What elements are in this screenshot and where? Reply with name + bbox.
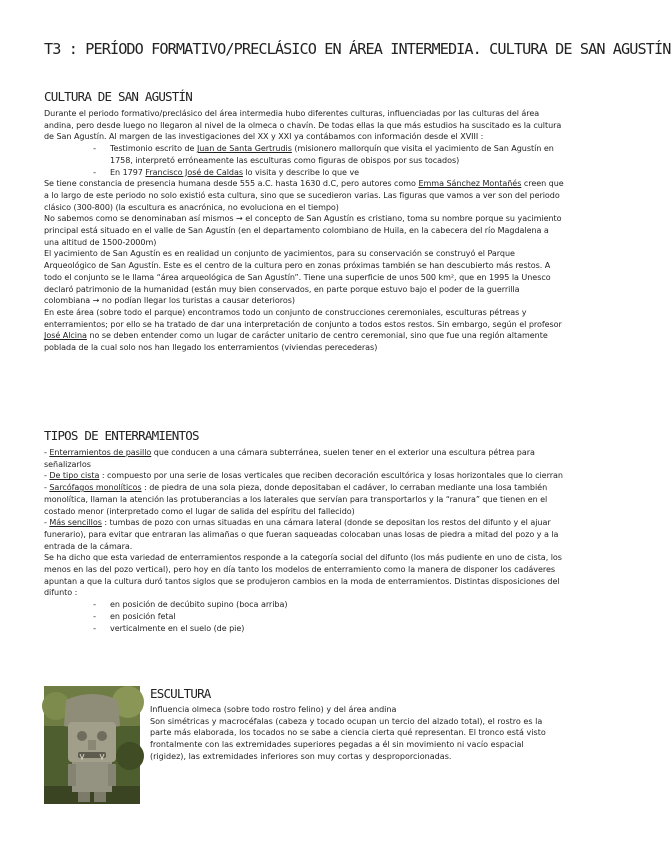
bullet-dash: - [93, 600, 96, 610]
section-heading-enterramientos: TIPOS DE ENTERRAMIENTOS [44, 428, 199, 443]
bullet-dash: - [93, 167, 96, 177]
item-rest: : tumbas de pozo con urnas situadas en una cámara lateral (donde se depositan los restos del difunto y el ajuar funerario), para evitar que entraran las alimañas o que fueran saqueadas colocaban unas losas de piedra a mitad del pozo y a la entrada de la cámara. [44, 518, 559, 551]
paragraph-name: No sabemos como se denominaban así mismos → el concepto de San Agustín es cristiano, toma su nombre porque su yacimiento principal está situado en el valle de San Agustín (en el departamento colombiano de Huila, en la cabecera del río Magdalena a una altitud de 1500-2000m) [44, 214, 562, 247]
item-rest: : de piedra de una sola pieza, donde depositaban el cadáver, lo cerraban mediante una losa también monolítica, llaman la atención las protuberancias a los laterales que servían para transportarlos y la “ranura” que tienen en el costado menor (interpretado como el lugar de salida del espíritu del fallecido) [44, 483, 548, 516]
term-pasillo: Enterramientos de pasillo [49, 448, 152, 457]
text-span: creen que a lo largo de este periodo no solo existió esta cultura, sino que se sucedieron varias. Las figuras que vamos a ver son del periodo clásico (300-800) (la escultura es anacrónica, no evoluciona en el tiempo) [44, 179, 564, 212]
list-item [44, 470, 564, 482]
list-item [44, 447, 564, 470]
person-link-caldas: Francisco José de Caldas [145, 167, 243, 177]
item-rest: : compuesto por una serie de losas verticales que reciben decoración escultórica y losas horizontales que lo cierran [99, 471, 563, 481]
bullet-text [110, 143, 564, 166]
term-sarcofagos: Sarcófagos monolíticos [49, 483, 142, 493]
item-lead: - [44, 518, 50, 528]
text-span: Se tiene constancia de presencia humana desde 555 a.C. hasta 1630 d.C, pero autores como [44, 179, 419, 189]
statue-photo [44, 686, 140, 804]
item-lead: - [44, 448, 50, 457]
list-item [44, 143, 564, 166]
list-item [44, 599, 564, 611]
section-cultura-body [44, 108, 564, 354]
term-sencillos: Más sencillos [49, 518, 102, 528]
bullet-text: en posición fetal [110, 611, 176, 621]
text-span: no se deben entender como un lugar de carácter unitario de centro ceremonial, sino que fue una región altamente poblada de la cual solo nos han llegado los enterramientos (viviendas perecederas) [44, 331, 548, 353]
section-heading-cultura: CULTURA DE SAN AGUSTÍN [44, 89, 192, 104]
section-heading-escultura: ESCULTURA [150, 686, 211, 701]
bullet-pre: En 1797 [110, 167, 146, 177]
paragraph-site: El yacimiento de San Agustín es en realidad un conjunto de yacimientos, para su conservación se construyó el Parque Arqueológico de San Agustín. Este es el centro de la cultura pero en zonas próximas también se han descubierto más restos. A todo el conjunto se le llama “área arqueológica de San Agustín”. Tiene una superficie de unos 500 km², que en 1995 la Unesco declaró patrimonio de la humanidad (están muy bien conservados, en parte porque estuvo bajo el poder de la guerrilla colombiana → no podían llegar los turistas a causar deterioros) [44, 249, 551, 306]
list-item [44, 611, 564, 623]
item-lead: - [44, 483, 50, 493]
statue-illustration [44, 686, 140, 804]
person-link-santa-gertrudis: Juan de Santa Gertrudis [196, 144, 292, 154]
bullet-post: (misionero mallorquín que visita el yacimiento de San Agustín en 1758, interpretó erróneamente las esculturas como figuras de obispos por sus tocados) [110, 144, 554, 165]
section-escultura-body [150, 704, 560, 763]
bullet-pre: Testimonio escrito de [110, 144, 197, 154]
paragraph-influence: Influencia olmeca (sobre todo rostro felino) y del área andina [150, 705, 397, 714]
term-cista: De tipo cista [49, 471, 100, 481]
text-span: En este área (sobre todo el parque) encontramos todo un conjunto de construcciones ceremoniales, esculturas pétreas y enterramientos; por ello se ha tratado de dar una interpretación de conjunto a todos estos restos. Sin embargo, según el profesor [44, 307, 562, 329]
list-item [44, 482, 564, 517]
bullet-text [110, 167, 564, 179]
item-lead: - [44, 471, 50, 481]
paragraph-variety: Se ha dicho que esta variedad de enterramientos responde a la categoría social del difunto (los más pudiente en uno de cista, los menos en las del pozo vertical), pero hoy en día tanto los modelos de enterramiento como la manera de disponer los cadáveres apuntan a que la cultura duró tantos siglos que se produjeron cambios en la moda de enterramientos. Distintas disposiciones del difunto : [44, 553, 562, 598]
list-item [44, 623, 564, 635]
bullet-dash: - [93, 144, 96, 154]
list-item [44, 167, 564, 179]
section-enterramientos-body [44, 447, 564, 634]
person-link-sanchez-montanes: Emma Sánchez Montañés [418, 179, 522, 189]
paragraph-description: Son simétricas y macrocéfalas (cabeza y tocado ocupan un tercio del alzado total), el rostro es la parte más elaborada, los tocados no se sabe a ciencia cierta qué representan. El tronco está visto frontalmente con las extremidades superiores pegadas a él sin movimiento ni vacío espacial (rigidez), las extremidades inferiores son muy cortas y desproporcionadas. [150, 716, 546, 761]
item-rest: que conducen a una cámara subterránea, suelen tener en el exterior una escultura pétrea para señalizarlos [44, 448, 535, 469]
page-title: T3 : PERÍODO FORMATIVO/PRECLÁSICO EN ÁREA INTERMEDIA. CULTURA DE SAN AGUSTÍN [44, 40, 671, 58]
paragraph-intro: Durante el periodo formativo/preclásico del área intermedia hubo diferentes culturas, influenciadas por las culturas del área andina, pero desde luego no llegaron al nivel de la olmeca o chavín. De todas ellas la que más estudios ha suscitado es la cultura de San Agustín. Al margen de las investigaciones del XX y XXI ya contábamos con información desde el XVIII : [44, 109, 562, 142]
paragraph-interpretation [44, 307, 564, 354]
person-link-alcina: José Alcina [44, 331, 87, 341]
bullet-dash: - [93, 623, 96, 633]
bullet-post: lo visita y describe lo que ve [242, 167, 360, 177]
bullet-text: verticalmente en el suelo (de pie) [110, 623, 245, 633]
list-item [44, 517, 564, 552]
bullet-text: en posición de decúbito supino (boca arriba) [110, 600, 288, 610]
bullet-dash: - [93, 611, 96, 621]
paragraph-chronology [44, 178, 564, 213]
